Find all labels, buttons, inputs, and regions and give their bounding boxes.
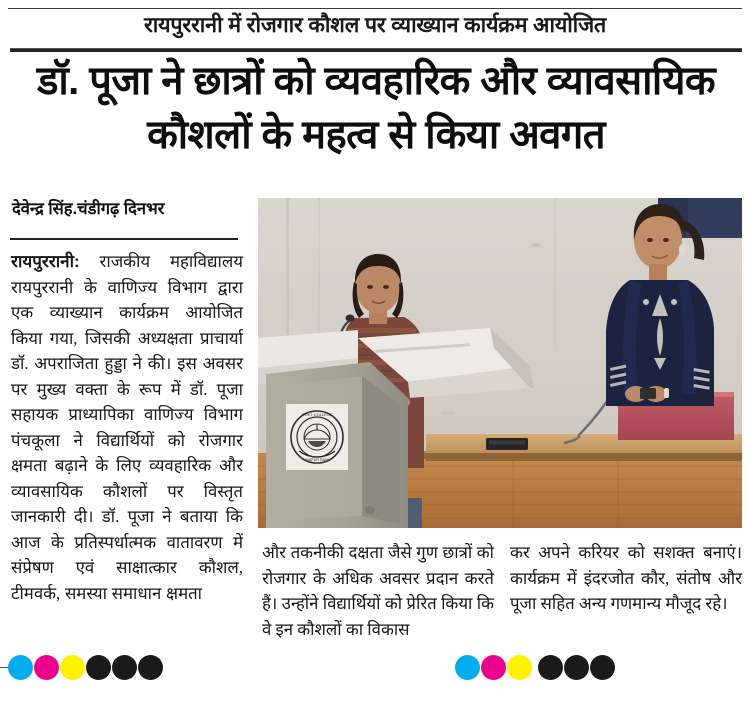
- svg-text:RAIPUR RANI: RAIPUR RANI: [305, 458, 329, 462]
- registration-marks-right: [455, 655, 615, 680]
- article-body-middle: और तकनीकी दक्षता जैसे गुण छात्रों को रोजगार के अधिक अवसर प्रदान करते हैं। उन्होंने विद्यार्थियों को प्रेरित किया कि वे इन कौशलों का विकास: [262, 543, 494, 639]
- reg-dot-black-2-r: [564, 655, 589, 680]
- reg-dot-cyan-r: [455, 655, 480, 680]
- photo-illustration: [258, 198, 742, 528]
- article-body-right: कर अपने करियर को सशक्त बनाएं। कार्यक्रम में इंदरजोत कौर, संतोष और पूजा सहित अन्य गणमान्य मौजूद रहे।: [510, 543, 742, 613]
- byline: देवेन्द्र सिंह.चंडीगढ़ दिनभर: [12, 200, 165, 218]
- article-column-left: [11, 249, 243, 606]
- headline-line-2: कौशलों के महत्व से किया अवगत: [147, 113, 605, 157]
- reg-dot-black-2: [112, 655, 137, 680]
- reg-dot-black-3-r: [590, 655, 615, 680]
- headline-line-1: डॉ. पूजा ने छात्रों को व्यवहारिक और व्यावसायिक: [37, 59, 715, 103]
- reg-dot-magenta-r: [481, 655, 506, 680]
- reg-dot-yellow-r: [507, 655, 532, 680]
- article-dateline: रायपुररानी:: [11, 252, 80, 271]
- reg-dot-cyan: [8, 655, 33, 680]
- reg-dot-black-3: [138, 655, 163, 680]
- top-hairline-rule: [8, 8, 742, 9]
- article-column-middle: [262, 540, 494, 642]
- svg-text:GOVT COLLEGE: GOVT COLLEGE: [301, 412, 333, 417]
- reg-dot-yellow: [60, 655, 85, 680]
- registration-marks-left: [8, 655, 163, 680]
- main-headline: [6, 54, 746, 162]
- byline-divider-rule: [10, 238, 238, 240]
- article-column-right: [510, 540, 742, 617]
- article-photograph: [258, 198, 742, 528]
- article-body-left: राजकीय महाविद्यालय रायपुररानी के वाणिज्य विभाग द्वारा एक व्याख्यान कार्यक्रम आयोजित किया गया, जिसकी अध्यक्षता प्राचार्या डॉ. अपराजिता हुड्डा ने की। इस अवसर पर मुख्य वक्ता के रूप में डॉ. पूजा सहायक प्राध्यापिका वाणिज्य विभाग पंचकूला ने विद्यार्थियों को रोजगार क्षमता बढ़ाने के लिए व्यवहारिक और व्यावसायिक कौशलों पर विस्तृत जानकारी दी। डॉ. पूजा ने बताया कि आज के प्रतिस्पर्धात्मक वातावरण में संप्रेषण एवं साक्षात्कार कौशल, टीमवर्क, समस्या समाधान क्षमता: [11, 252, 243, 603]
- kicker-divider-rule: [10, 48, 742, 52]
- reg-dot-magenta: [34, 655, 59, 680]
- reg-dot-black-1: [86, 655, 111, 680]
- kicker-headline: रायपुररानी में रोजगार कौशल पर व्याख्यान कार्यक्रम आयोजित: [143, 13, 607, 37]
- reg-dot-black-1-r: [538, 655, 563, 680]
